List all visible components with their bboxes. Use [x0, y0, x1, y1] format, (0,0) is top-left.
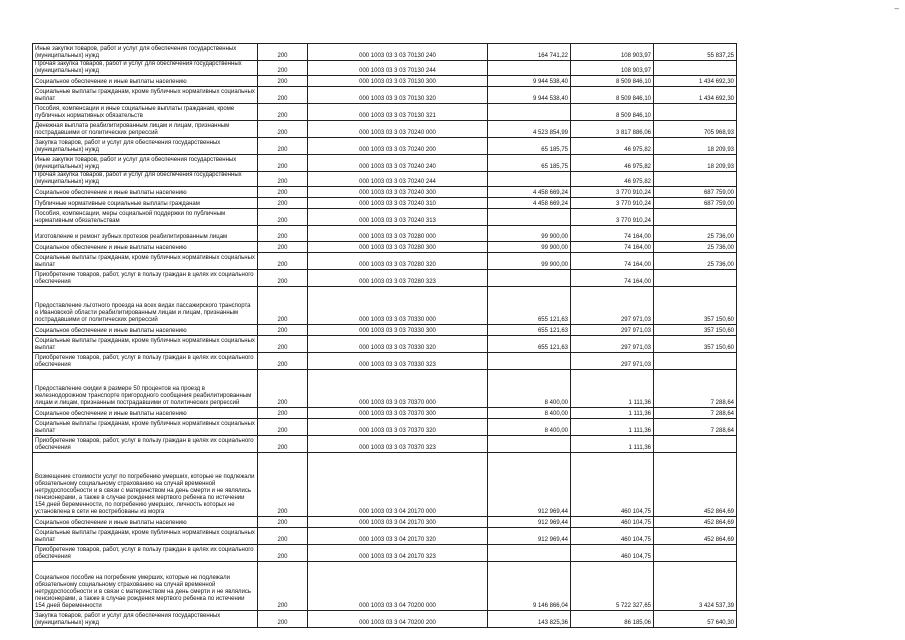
row-kbk-cell: 000 1003 03 3 03 70240 200 [308, 138, 488, 155]
row-remaining-cell [654, 61, 737, 76]
table-body [33, 44, 737, 628]
row-kbk-cell: 000 1003 03 3 03 70130 244 [308, 61, 488, 76]
row-name-cell: Приобретение товаров, работ, услуг в пользу граждан в целях их социального обеспечения [33, 270, 258, 287]
row-executed-cell: 3 770 910,24 [571, 187, 654, 198]
row-executed-cell: 5 722 327,65 [571, 562, 654, 611]
row-executed-cell: 8 509 846,10 [571, 104, 654, 121]
row-name-cell: Закупка товаров, работ и услуг для обеспечения государственных (муниципальных) нужд [33, 138, 258, 155]
row-executed-cell: 46 975,82 [571, 138, 654, 155]
row-executed-cell: 8 509 846,10 [571, 76, 654, 87]
row-executed-cell: 460 104,75 [571, 453, 654, 517]
row-name-cell: Иные закупки товаров, работ и услуг для обеспечения государственных (муниципальных) нужд [33, 44, 258, 61]
row-approved-cell [488, 353, 571, 370]
row-name-cell: Социальные выплаты гражданам, кроме публичных нормативных социальных выплат [33, 253, 258, 270]
row-code-cell: 200 [258, 121, 308, 138]
row-kbk-cell: 000 1003 03 3 03 70130 321 [308, 104, 488, 121]
table-row [33, 172, 737, 187]
row-name-cell: Социальное обеспечение и иные выплаты населению [33, 242, 258, 253]
table-row [33, 287, 737, 325]
row-approved-cell: 912 969,44 [488, 517, 571, 528]
budget-execution-table [32, 43, 737, 628]
row-approved-cell: 655 121,63 [488, 336, 571, 353]
row-approved-cell: 4 523 854,99 [488, 121, 571, 138]
row-name-cell: Социальное обеспечение и иные выплаты населению [33, 187, 258, 198]
row-code-cell: 200 [258, 87, 308, 104]
row-code-cell: 200 [258, 138, 308, 155]
row-remaining-cell: 687 759,00 [654, 187, 737, 198]
row-remaining-cell: 7 288,64 [654, 370, 737, 408]
row-approved-cell [488, 172, 571, 187]
row-approved-cell: 912 969,44 [488, 528, 571, 545]
row-executed-cell: 108 903,97 [571, 44, 654, 61]
row-name-cell: Социальное обеспечение и иные выплаты населению [33, 76, 258, 87]
row-approved-cell: 65 185,75 [488, 155, 571, 172]
row-kbk-cell: 000 1003 03 3 04 20170 000 [308, 453, 488, 517]
table-row [33, 353, 737, 370]
row-kbk-cell: 000 1003 03 3 03 70240 310 [308, 198, 488, 209]
row-approved-cell: 912 969,44 [488, 453, 571, 517]
edge-mark: – [894, 4, 899, 13]
row-approved-cell [488, 545, 571, 562]
table-row [33, 76, 737, 87]
row-executed-cell: 3 817 886,06 [571, 121, 654, 138]
row-approved-cell [488, 209, 571, 226]
table-row [33, 270, 737, 287]
row-kbk-cell: 000 1003 03 3 04 20170 323 [308, 545, 488, 562]
row-code-cell: 200 [258, 419, 308, 436]
row-executed-cell: 108 903,97 [571, 61, 654, 76]
row-kbk-cell: 000 1003 03 3 04 20170 300 [308, 517, 488, 528]
row-remaining-cell [654, 436, 737, 453]
row-approved-cell: 99 900,00 [488, 226, 571, 242]
row-approved-cell: 655 121,63 [488, 287, 571, 325]
row-code-cell: 200 [258, 242, 308, 253]
row-kbk-cell: 000 1003 03 3 03 70240 240 [308, 155, 488, 172]
row-remaining-cell: 1 434 692,30 [654, 87, 737, 104]
row-name-cell: Социальное обеспечение и иные выплаты населению [33, 517, 258, 528]
row-code-cell: 200 [258, 209, 308, 226]
row-name-cell: Прочая закупка товаров, работ и услуг для обеспечения государственных (муниципальных) нужд [33, 172, 258, 187]
row-name-cell: Иные закупки товаров, работ и услуг для обеспечения государственных (муниципальных) нужд [33, 155, 258, 172]
row-executed-cell: 74 164,00 [571, 253, 654, 270]
row-approved-cell [488, 104, 571, 121]
row-remaining-cell: 7 288,64 [654, 419, 737, 436]
row-name-cell: Публичные нормативные социальные выплаты гражданам [33, 198, 258, 209]
row-name-cell: Социальные выплаты гражданам, кроме публичных нормативных социальных выплат [33, 336, 258, 353]
row-remaining-cell [654, 353, 737, 370]
row-executed-cell: 74 164,00 [571, 270, 654, 287]
row-approved-cell [488, 61, 571, 76]
row-kbk-cell: 000 1003 03 3 03 70130 300 [308, 76, 488, 87]
table-row [33, 370, 737, 408]
row-remaining-cell [654, 545, 737, 562]
table-row [33, 209, 737, 226]
row-remaining-cell: 452 864,69 [654, 453, 737, 517]
row-code-cell: 200 [258, 517, 308, 528]
row-remaining-cell: 3 424 537,39 [654, 562, 737, 611]
row-executed-cell: 8 509 846,10 [571, 87, 654, 104]
row-kbk-cell: 000 1003 03 3 03 70130 240 [308, 44, 488, 61]
row-name-cell: Социальные выплаты гражданам, кроме публичных нормативных социальных выплат [33, 528, 258, 545]
table-row [33, 436, 737, 453]
row-name-cell: Пособия, компенсации, меры социальной поддержки по публичным нормативным обязательствам [33, 209, 258, 226]
table-row [33, 453, 737, 517]
table-row [33, 562, 737, 611]
row-remaining-cell [654, 172, 737, 187]
row-code-cell: 200 [258, 353, 308, 370]
row-remaining-cell: 687 759,00 [654, 198, 737, 209]
row-kbk-cell: 000 1003 03 3 03 70330 320 [308, 336, 488, 353]
row-remaining-cell: 55 837,25 [654, 44, 737, 61]
row-code-cell: 200 [258, 562, 308, 611]
row-code-cell: 200 [258, 325, 308, 336]
row-code-cell: 200 [258, 545, 308, 562]
row-approved-cell: 4 458 669,24 [488, 187, 571, 198]
row-executed-cell: 1 111,36 [571, 370, 654, 408]
row-executed-cell: 74 164,00 [571, 226, 654, 242]
row-name-cell: Денежная выплата реабилитированным лицам и лицам, признанным пострадавшими от политических репрессий [33, 121, 258, 138]
row-name-cell: Приобретение товаров, работ, услуг в пользу граждан в целях их социального обеспечения [33, 353, 258, 370]
table-row [33, 528, 737, 545]
row-kbk-cell: 000 1003 03 3 04 70200 200 [308, 611, 488, 628]
row-remaining-cell: 1 434 692,30 [654, 76, 737, 87]
table-row [33, 61, 737, 76]
row-kbk-cell: 000 1003 03 3 03 70240 000 [308, 121, 488, 138]
table-row [33, 138, 737, 155]
row-name-cell: Социальное пособие на погребение умерших, которые не подлежали обязательному социальному страхованию на случай временной нетрудоспособности и в связи с материнством на день смерти и не являлись пенсионерами, а также в случае рождения мертвого ребенка по истечении 154 дней беременности [33, 562, 258, 611]
row-approved-cell: 655 121,63 [488, 325, 571, 336]
row-kbk-cell: 000 1003 03 3 03 70240 244 [308, 172, 488, 187]
row-kbk-cell: 000 1003 03 3 03 70280 323 [308, 270, 488, 287]
row-kbk-cell: 000 1003 03 3 03 70280 300 [308, 242, 488, 253]
row-code-cell: 200 [258, 187, 308, 198]
row-remaining-cell: 57 640,30 [654, 611, 737, 628]
row-executed-cell: 3 770 910,24 [571, 209, 654, 226]
row-executed-cell: 460 104,75 [571, 545, 654, 562]
row-remaining-cell [654, 104, 737, 121]
row-approved-cell: 4 458 669,24 [488, 198, 571, 209]
row-name-cell: Приобретение товаров, работ, услуг в пользу граждан в целях их социального обеспечения [33, 436, 258, 453]
table-row [33, 325, 737, 336]
row-approved-cell: 8 400,00 [488, 408, 571, 419]
row-remaining-cell: 357 150,60 [654, 336, 737, 353]
row-kbk-cell: 000 1003 03 3 03 70240 313 [308, 209, 488, 226]
table-row [33, 44, 737, 61]
row-code-cell: 200 [258, 76, 308, 87]
row-approved-cell: 8 400,00 [488, 370, 571, 408]
row-code-cell: 200 [258, 226, 308, 242]
row-name-cell: Социальные выплаты гражданам, кроме публичных нормативных социальных выплат [33, 87, 258, 104]
row-kbk-cell: 000 1003 03 3 04 70200 000 [308, 562, 488, 611]
row-executed-cell: 297 971,03 [571, 353, 654, 370]
row-approved-cell [488, 270, 571, 287]
table-row [33, 419, 737, 436]
row-executed-cell: 74 164,00 [571, 242, 654, 253]
row-approved-cell: 99 900,00 [488, 242, 571, 253]
row-approved-cell: 9 146 866,04 [488, 562, 571, 611]
row-name-cell: Прочая закупка товаров, работ и услуг для обеспечения государственных (муниципальных) нужд [33, 61, 258, 76]
row-executed-cell: 46 975,82 [571, 155, 654, 172]
row-kbk-cell: 000 1003 03 3 03 70240 300 [308, 187, 488, 198]
row-executed-cell: 460 104,75 [571, 517, 654, 528]
table-row [33, 187, 737, 198]
row-code-cell: 200 [258, 611, 308, 628]
table-row [33, 611, 737, 628]
row-remaining-cell: 25 736,00 [654, 242, 737, 253]
table-row [33, 121, 737, 138]
row-approved-cell: 65 185,75 [488, 138, 571, 155]
row-kbk-cell: 000 1003 03 3 03 70330 300 [308, 325, 488, 336]
table-row [33, 198, 737, 209]
table-row [33, 242, 737, 253]
row-remaining-cell: 18 209,93 [654, 138, 737, 155]
row-code-cell: 200 [258, 453, 308, 517]
row-name-cell: Предоставление льготного проезда на всех видах пассажирского транспорта в Ивановской области реабилитированным лицам и лицам, признанным пострадавшими от политических репрессий [33, 287, 258, 325]
row-name-cell: Предоставление скидки в размере 50 процентов на проезд в железнодорожном транспорте пригородного сообщения реабилитированным лицам и лицам, признанным пострадавшими от политических репрессий [33, 370, 258, 408]
row-remaining-cell: 452 864,69 [654, 517, 737, 528]
row-kbk-cell: 000 1003 03 3 03 70330 323 [308, 353, 488, 370]
row-executed-cell: 46 975,82 [571, 172, 654, 187]
table-row [33, 104, 737, 121]
row-remaining-cell: 7 288,64 [654, 408, 737, 419]
row-code-cell: 200 [258, 270, 308, 287]
row-code-cell: 200 [258, 408, 308, 419]
row-executed-cell: 3 770 910,24 [571, 198, 654, 209]
row-executed-cell: 86 185,06 [571, 611, 654, 628]
row-kbk-cell: 000 1003 03 3 03 70370 323 [308, 436, 488, 453]
row-remaining-cell: 25 736,00 [654, 226, 737, 242]
row-remaining-cell: 452 864,69 [654, 528, 737, 545]
row-name-cell: Закупка товаров, работ и услуг для обеспечения государственных (муниципальных) нужд [33, 611, 258, 628]
table-row [33, 226, 737, 242]
row-kbk-cell: 000 1003 03 3 03 70330 000 [308, 287, 488, 325]
table-row [33, 253, 737, 270]
row-executed-cell: 297 971,03 [571, 325, 654, 336]
table-row [33, 517, 737, 528]
row-remaining-cell: 357 150,60 [654, 325, 737, 336]
table-row [33, 408, 737, 419]
row-code-cell: 200 [258, 336, 308, 353]
table-row [33, 336, 737, 353]
row-executed-cell: 1 111,36 [571, 436, 654, 453]
row-remaining-cell: 18 209,93 [654, 155, 737, 172]
row-name-cell: Возмещение стоимости услуг по погребению умерших, которые не подлежали обязательному социальному страхованию на случай временной нетрудоспособности и в связи с материнством на день смерти и не являлись пенсионерами, а также в случае рождения мертвого ребенка по истечении 154 дней беременности, по погребению умерших, личность которых не установлена в сети не востребованы из морга [33, 453, 258, 517]
row-name-cell: Социальное обеспечение и иные выплаты населению [33, 408, 258, 419]
row-approved-cell: 143 825,36 [488, 611, 571, 628]
row-executed-cell: 297 971,03 [571, 287, 654, 325]
row-code-cell: 200 [258, 104, 308, 121]
row-code-cell: 200 [258, 172, 308, 187]
row-executed-cell: 297 971,03 [571, 336, 654, 353]
row-executed-cell: 460 104,75 [571, 528, 654, 545]
table-row [33, 155, 737, 172]
row-code-cell: 200 [258, 370, 308, 408]
row-code-cell: 200 [258, 61, 308, 76]
row-approved-cell: 9 944 538,40 [488, 76, 571, 87]
row-code-cell: 200 [258, 44, 308, 61]
row-name-cell: Социальное обеспечение и иные выплаты населению [33, 325, 258, 336]
row-kbk-cell: 000 1003 03 3 03 70280 320 [308, 253, 488, 270]
row-remaining-cell: 357 150,60 [654, 287, 737, 325]
table-row [33, 545, 737, 562]
row-approved-cell: 99 900,00 [488, 253, 571, 270]
row-name-cell: Изготовление и ремонт зубных протезов реабилитированным лицам [33, 226, 258, 242]
row-approved-cell [488, 436, 571, 453]
row-approved-cell: 164 741,22 [488, 44, 571, 61]
row-kbk-cell: 000 1003 03 3 04 20170 320 [308, 528, 488, 545]
row-code-cell: 200 [258, 528, 308, 545]
row-kbk-cell: 000 1003 03 3 03 70370 300 [308, 408, 488, 419]
row-code-cell: 200 [258, 198, 308, 209]
table-row [33, 87, 737, 104]
row-kbk-cell: 000 1003 03 3 03 70130 320 [308, 87, 488, 104]
row-code-cell: 200 [258, 155, 308, 172]
row-name-cell: Пособия, компенсации и иные социальные выплаты гражданам, кроме публичных нормативных обязательств [33, 104, 258, 121]
row-kbk-cell: 000 1003 03 3 03 70370 320 [308, 419, 488, 436]
row-kbk-cell: 000 1003 03 3 03 70370 000 [308, 370, 488, 408]
row-code-cell: 200 [258, 287, 308, 325]
row-code-cell: 200 [258, 436, 308, 453]
row-kbk-cell: 000 1003 03 3 03 70280 000 [308, 226, 488, 242]
row-approved-cell: 9 944 538,40 [488, 87, 571, 104]
row-remaining-cell: 25 736,00 [654, 253, 737, 270]
row-remaining-cell [654, 270, 737, 287]
row-approved-cell: 8 400,00 [488, 419, 571, 436]
row-remaining-cell: 705 968,93 [654, 121, 737, 138]
row-name-cell: Социальные выплаты гражданам, кроме публичных нормативных социальных выплат [33, 419, 258, 436]
row-executed-cell: 1 111,36 [571, 408, 654, 419]
row-executed-cell: 1 111,36 [571, 419, 654, 436]
row-name-cell: Приобретение товаров, работ, услуг в пользу граждан в целях их социального обеспечения [33, 545, 258, 562]
row-code-cell: 200 [258, 253, 308, 270]
row-remaining-cell [654, 209, 737, 226]
